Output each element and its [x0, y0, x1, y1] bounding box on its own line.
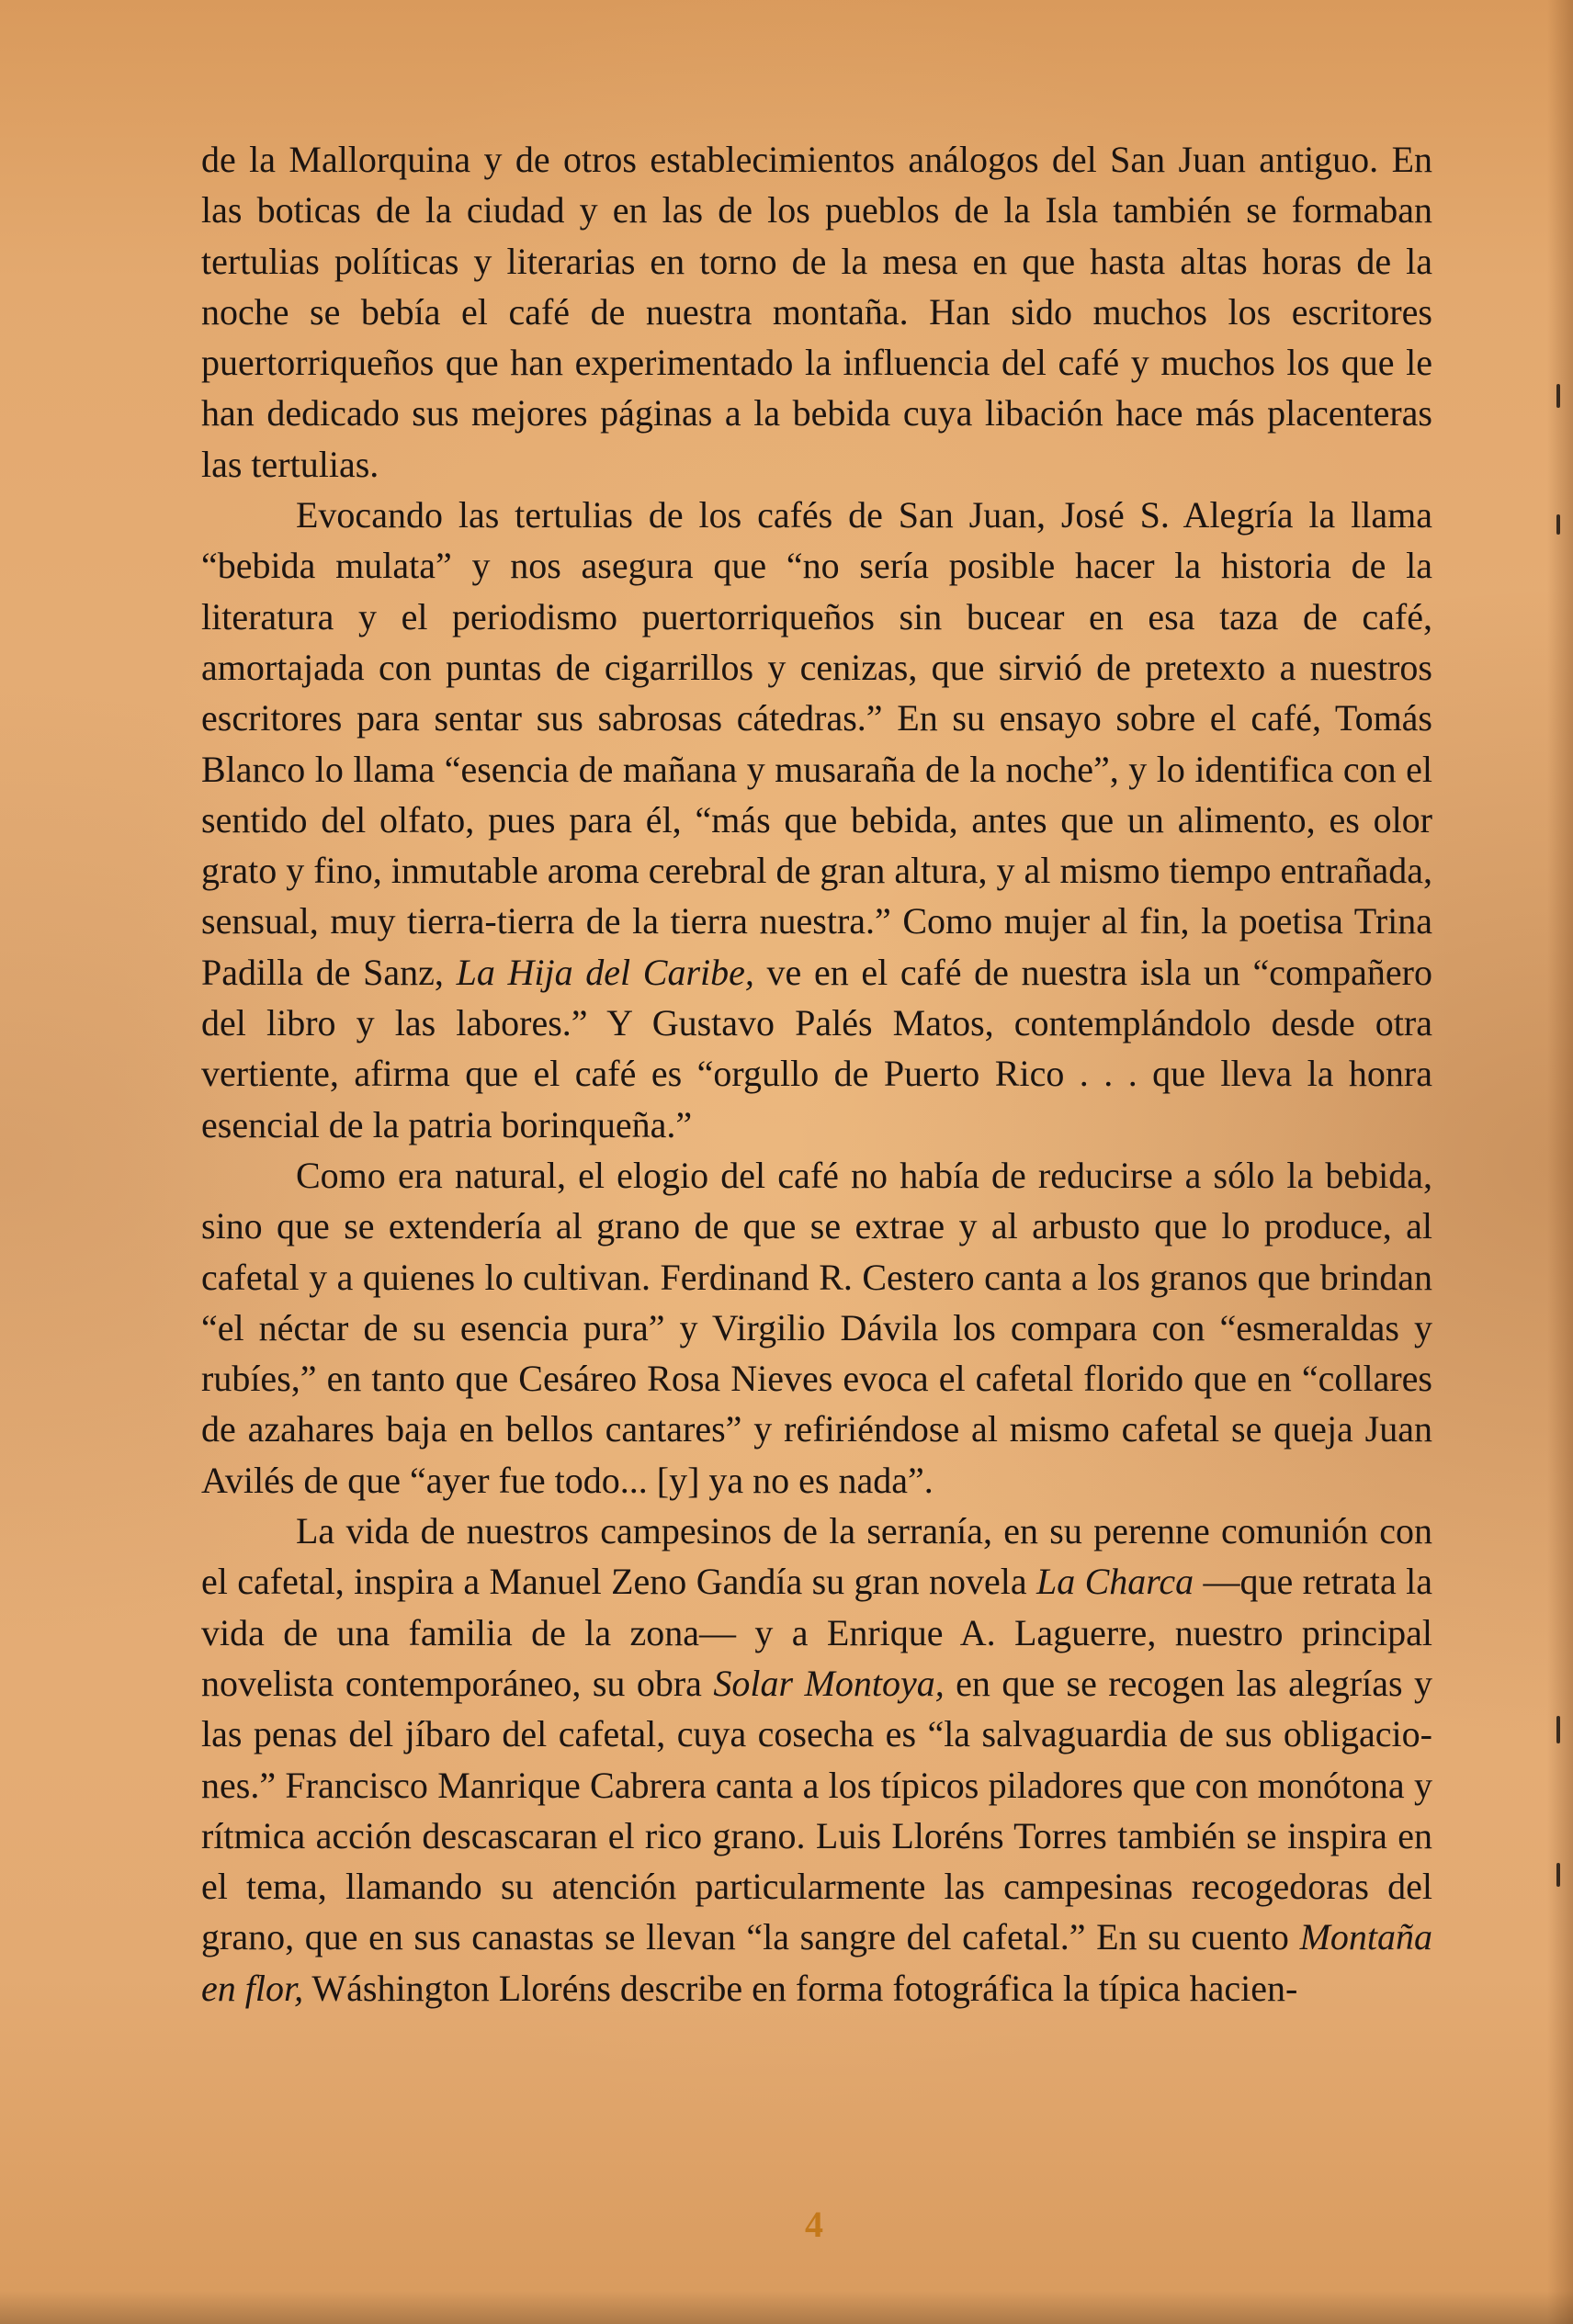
italic-title: Solar Montoya, [713, 1662, 945, 1704]
page-edge-shadow-bottom [0, 2291, 1573, 2324]
margin-mark [1556, 514, 1560, 535]
paragraph [201, 134, 1432, 490]
paragraph-text: —que retrata la vida de una familia de la zona— y a Enrique A. Laguerre, nuestro principal novelista contemporáneo, su obra [201, 1561, 1432, 1704]
italic-title: La Hija del Caribe, [456, 951, 754, 993]
paragraph [201, 490, 1432, 1150]
paragraph-text: La vida de nuestros campesinos de la serranía, en su perenne comunión con el cafetal, inspira a Manuel Zeno Gandía su gran novela [201, 1510, 1432, 1603]
paragraph-text: en que se recogen las alegrías y las penas del jíbaro del cafetal, cuya cosecha es “la salvaguardia de sus obligaciones.” Francisco Manrique Cabrera canta a los típicos piladores que con monótona y rítmica acción descascaran el rico grano. Luis Lloréns Torres también se inspira en el tema, llamando su atención particularmente las campesinas recogedoras del grano, que en sus canastas se llevan “la sangre del cafetal.” En su cuento [201, 1662, 1433, 1958]
margin-mark [1556, 1863, 1560, 1887]
paragraph [201, 1150, 1432, 1506]
paragraph-text: Wáshington Lloréns describe en forma fotográfica la típica hacien- [303, 1967, 1298, 2009]
body-text [201, 134, 1432, 2014]
paragraph [201, 1506, 1432, 2014]
page-number: 4 [805, 2204, 823, 2245]
italic-title: La Charca [1035, 1561, 1194, 1603]
italic-title: Montaña en flor, [201, 1916, 1432, 2009]
margin-mark [1556, 384, 1560, 408]
margin-mark [1556, 1716, 1560, 1743]
paragraph-text: de la Mallorquina y de otros establecimientos análogos del San Juan antiguo. En las boticas de la ciudad y en las de los pueblos de la Isla también se formaban tertulias políticas y literarias en torno de la mesa en que hasta altas horas de la noche se bebía el café de nuestra montaña. Han sido muchos los escritores puertorriqueños que han experimentado la influencia del café y muchos los que le han dedicado sus mejores páginas a la bebida cuya libación hace más placenteras las tertulias. [201, 139, 1432, 485]
paragraph-text: ve en el café de nuestra isla un “compañero del libro y las labores.” Y Gustavo Palés Matos, contemplándolo desde otra vertiente, afirma que el café es “orgullo de Puerto Rico . . . que lleva la honra esencial de la patria borinqueña.” [201, 951, 1433, 1145]
paragraph-text: Como era natural, el elogio del café no había de reducirse a sólo la bebida, sino que se extendería al grano de que se extrae y al arbusto que lo produce, al cafetal y a quienes lo cultivan. Ferdinand R. Cestero canta a los granos que brindan “el néctar de su esencia pura” y Virgilio Dávila los compara con “esmeraldas y rubíes,” en tanto que Cesáreo Rosa Nieves evoca el cafetal florido que en “collares de azahares baja en bellos cantares” y refiriéndose al mismo cafetal se queja Juan Avilés de que “ayer fue todo... [y] ya no es nada”. [201, 1154, 1432, 1501]
paragraph-text: Evocando las tertulias de los cafés de San Juan, José S. Alegría la llama “bebida mulata” y nos asegura que “no sería posible hacer la historia de la literatura y el periodismo puertorriqueños sin bucear en esa taza de café, amortajada con puntas de cigarrillos y cenizas, que sirvió de pretexto a nuestros escritores para sentar sus sabrosas cátedras.” En su ensayo sobre el café, Tomás Blanco lo llama “esencia de mañana y musaraña de la noche”, y lo identifica con el sentido del olfato, pues para él, “más que bebida, antes que un alimento, es olor grato y fino, inmutable aroma cerebral de gran altura, y al mismo tiempo entrañada, sensual, muy tierra-tierra de la tierra nuestra.” Como mujer al fin, la poetisa Trina Padilla de Sanz, [201, 494, 1432, 993]
page-edge-shadow-right [1547, 0, 1573, 2324]
